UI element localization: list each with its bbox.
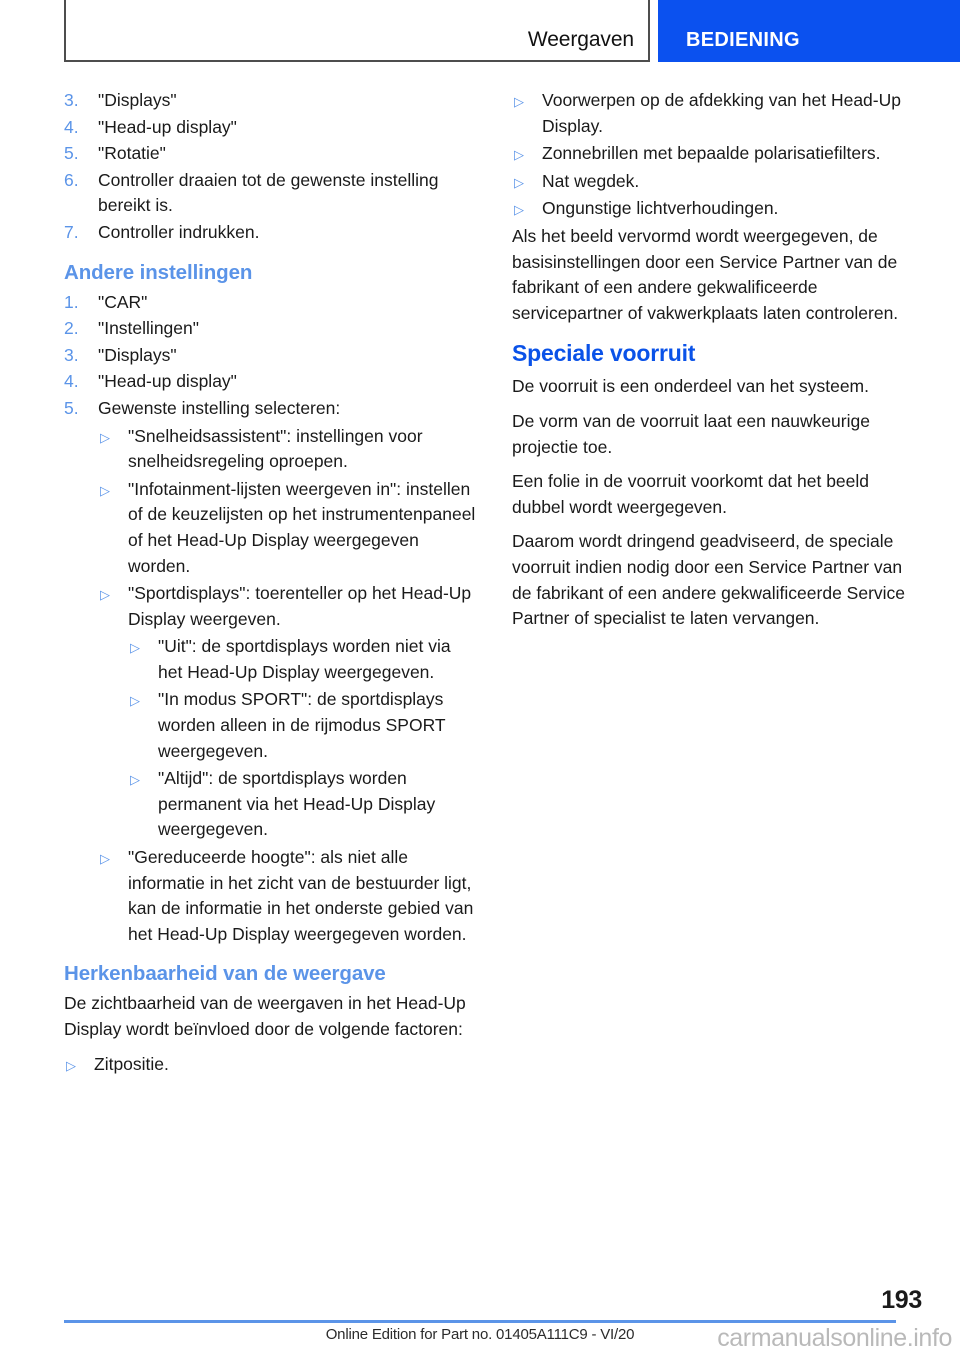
- header-chapter-title: BEDIENING: [686, 29, 800, 51]
- speciale-voorruit-paragraph: De vorm van de voorruit laat een nauwkeurige projectie toe.: [512, 410, 870, 457]
- list-item-number: 7.: [64, 221, 79, 242]
- factors-continued-list: [512, 88, 925, 222]
- list-item: [128, 634, 477, 685]
- list-item-number: 5.: [64, 397, 79, 418]
- list-item-label: Gewenste instelling selecteren:: [98, 397, 341, 418]
- list-item: [64, 343, 477, 369]
- triangle-right-icon: ▷: [130, 772, 140, 788]
- list-item-label: Zitpositie.: [94, 1053, 169, 1074]
- list-item-label: Controller indrukken.: [98, 221, 260, 242]
- page-footer: [0, 1284, 960, 1362]
- speciale-voorruit-paragraph: Daarom wordt dringend geadviseerd, de speciale voorruit indien nodig door een Service Partner van de fabrikant of een andere gekwalificeerde Service Partner of specialist te laten vervangen.: [512, 531, 906, 629]
- list-item: [64, 369, 477, 395]
- triangle-right-icon: ▷: [514, 202, 524, 218]
- list-item-label: Controller draaien tot de gewenste instelling bereikt is.: [98, 169, 439, 216]
- list-item: [64, 168, 477, 219]
- list-item: [64, 115, 477, 141]
- watermark: carmanualsonline.info: [717, 1324, 952, 1352]
- list-item: [512, 196, 925, 222]
- list-item-label: "Head-up display": [98, 116, 237, 137]
- list-item: [98, 845, 477, 947]
- header-section-title: Weergaven: [527, 28, 634, 51]
- list-item: [64, 396, 477, 422]
- list-item: [512, 88, 925, 139]
- list-item-label: "In modus SPORT": de sportdisplays worden alleen in de rijmodus SPORT weergegeven.: [158, 689, 446, 761]
- list-item: [64, 316, 477, 342]
- list-item-number: 2.: [64, 318, 79, 339]
- triangle-right-icon: ▷: [100, 851, 110, 867]
- header-chapter-bar: [658, 0, 960, 62]
- triangle-right-icon: ▷: [514, 174, 524, 190]
- triangle-right-icon: ▷: [100, 482, 110, 498]
- list-item-label: "CAR": [98, 291, 148, 312]
- list-item-label: Ongunstige lichtverhoudingen.: [542, 198, 779, 219]
- list-item-label: "Snelheidsassistent": instellingen voor snelheidsregeling oproepen.: [128, 425, 423, 472]
- list-item-number: 4.: [64, 116, 79, 137]
- list-item: [128, 687, 477, 764]
- steps-continued-list: [64, 88, 477, 246]
- triangle-right-icon: ▷: [514, 94, 524, 109]
- list-item-label: Zonnebrillen met bepaalde polarisatiefilters.: [542, 143, 881, 164]
- sportdisplays-suboptions-list: [128, 634, 477, 843]
- triangle-right-icon: ▷: [100, 587, 110, 603]
- list-item-label: "Head-up display": [98, 371, 237, 392]
- list-item-number: 6.: [64, 169, 79, 190]
- list-item: [512, 141, 925, 167]
- page-header: [0, 0, 960, 64]
- list-item: [128, 766, 477, 843]
- list-item-label: "Displays": [98, 90, 177, 110]
- list-item: [64, 220, 477, 246]
- triangle-right-icon: ▷: [130, 640, 140, 656]
- andere-instellingen-options-tail-list: [98, 845, 477, 947]
- heading-herkenbaarheid: Herkenbaarheid van de weergave: [64, 962, 386, 986]
- andere-instellingen-steps-list: [64, 290, 477, 422]
- list-item-label: Nat wegdek.: [542, 170, 640, 191]
- list-item: [98, 477, 477, 579]
- list-item: [98, 581, 477, 632]
- column-right: [512, 88, 925, 641]
- list-item-label: "Altijd": de sportdisplays worden permanent via het Head-Up Display weergegeven.: [158, 768, 436, 840]
- header-section-box: [64, 0, 650, 62]
- footer-divider: [64, 1320, 896, 1323]
- list-item: [64, 1052, 477, 1078]
- list-item-label: "Displays": [98, 344, 177, 365]
- list-item: [64, 290, 477, 316]
- list-item-number: 3.: [64, 90, 79, 110]
- list-item: [98, 424, 477, 475]
- speciale-voorruit-paragraph: De voorruit is een onderdeel van het systeem.: [512, 376, 869, 397]
- triangle-right-icon: ▷: [100, 429, 110, 445]
- page-number: 193: [881, 1286, 922, 1314]
- list-item-number: 5.: [64, 143, 79, 164]
- list-item: [64, 88, 477, 114]
- list-item-number: 4.: [64, 371, 79, 392]
- list-item-label: "Instellingen": [98, 318, 199, 339]
- edition-note: Online Edition for Part no. 01405A111C9 - VI/20: [325, 1326, 635, 1343]
- triangle-right-icon: ▷: [514, 147, 524, 163]
- heading-speciale-voorruit: Speciale voorruit: [512, 340, 696, 367]
- list-item-label: "Uit": de sportdisplays worden niet via het Head-Up Display weergegeven.: [158, 636, 451, 682]
- list-item-label: "Infotainment-lijsten weergeven in": instellen of de keuzelijsten op het instrumentenpaneel of het Head-Up Display weergegeven worden.: [128, 478, 476, 576]
- speciale-voorruit-paragraph: Een folie in de voorruit voorkomt dat het beeld dubbel wordt weergegeven.: [512, 471, 870, 517]
- list-item-number: 3.: [64, 344, 79, 365]
- heading-andere-instellingen: Andere instellingen: [64, 260, 253, 284]
- triangle-right-icon: ▷: [130, 693, 140, 709]
- column-left: [64, 88, 477, 1079]
- factors-note-paragraph: Als het beeld vervormd wordt weergegeven, de basisinstellingen door een Service Partner van de fabrikant of een andere gekwalificeerde servicepartner of vakwerkplaats laten controleren.: [512, 225, 899, 323]
- list-item-number: 1.: [64, 291, 79, 312]
- list-item: [512, 169, 925, 195]
- triangle-right-icon: ▷: [66, 1057, 76, 1073]
- list-item-label: "Gereduceerde hoogte": als niet alle informatie in het zicht van de bestuurder ligt, kan de informatie in het onderste gebied van het Head-Up Display weergegeven worden.: [128, 847, 474, 944]
- herkenbaarheid-factors-list: [64, 1052, 477, 1078]
- andere-instellingen-options-list: [98, 424, 477, 633]
- list-item-label: Voorwerpen op de afdekking van het Head-Up Display.: [542, 90, 901, 136]
- list-item-label: "Rotatie": [98, 143, 166, 164]
- list-item-label: "Sportdisplays": toerenteller op het Head-Up Display weergeven.: [128, 583, 472, 629]
- list-item: [64, 141, 477, 167]
- herkenbaarheid-intro-paragraph: De zichtbaarheid van de weergaven in het Head-Up Display wordt beïnvloed door de volgende factoren:: [64, 993, 466, 1039]
